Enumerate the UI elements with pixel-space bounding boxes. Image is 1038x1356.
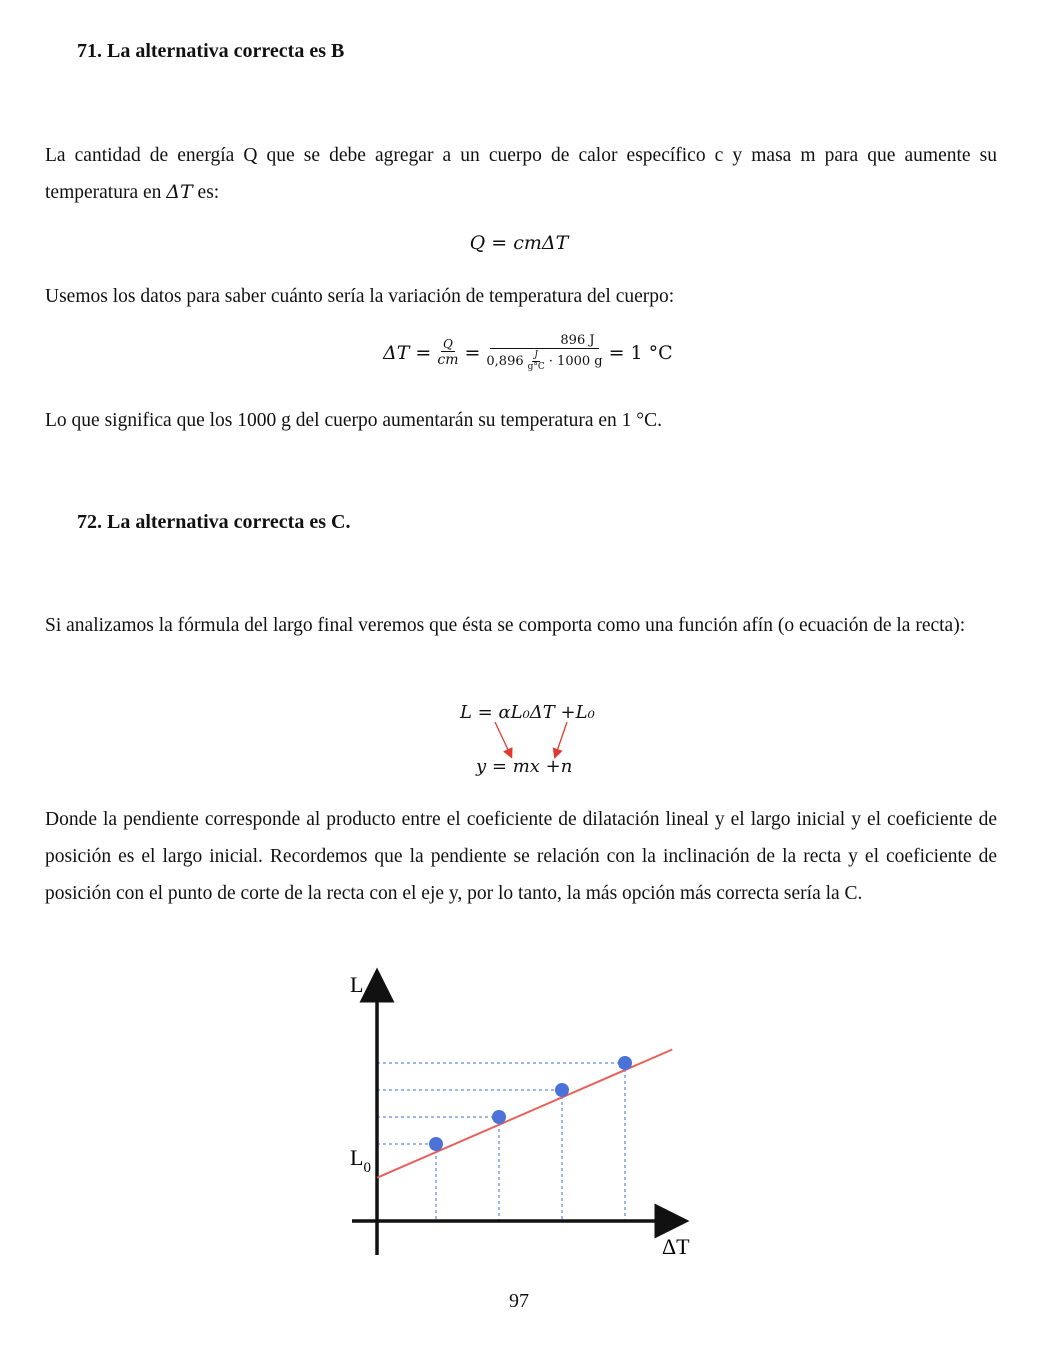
data-points — [429, 1056, 632, 1151]
data-point-2 — [492, 1110, 506, 1124]
q71-eq-lhs: ΔT = — [383, 342, 432, 365]
data-point-1 — [429, 1137, 443, 1151]
q72-heading: 72. La alternativa correcta es C. — [77, 511, 351, 533]
q71-fraction-energy — [484, 334, 604, 373]
y-axis-label: L — [350, 972, 364, 997]
q71-heading: 71. La alternativa correcta es B — [77, 40, 345, 62]
q71-fraction-2-coef: 0,896 — [486, 354, 524, 370]
q71-fraction-2-unit — [526, 351, 547, 373]
q71-eq-result: = 1 °C — [608, 342, 673, 365]
q71-eq-equals: = — [464, 342, 481, 365]
y-intercept-label-sub: 0 — [363, 1160, 371, 1176]
q71-unit-joule: J — [534, 350, 538, 361]
linear-expansion-graph — [330, 965, 700, 1265]
q72-paragraph-1: Si analizamos la fórmula del largo final veremos que ésta se comporta como una función afín (o ecuación de la recta): — [45, 615, 966, 636]
q71-equation-main: Q = cmΔT — [469, 232, 569, 254]
y-intercept-label-main: L — [350, 1145, 364, 1170]
q71-delta-t-symbol: ΔT — [166, 181, 193, 203]
arrow-slope — [495, 722, 510, 754]
q71-paragraph-2: Usemos los datos para saber cuánto sería la variación de temperatura del cuerpo: — [45, 286, 675, 307]
q71-equation-delta-t — [383, 334, 673, 373]
q71-fraction-1-numerator: Q — [443, 337, 453, 351]
q72-mapping-arrows — [490, 718, 580, 760]
q71-paragraph-1-text: La cantidad de energía Q que se debe agregar a un cuerpo de calor específico c y masa m para que aumente su temperatura en — [45, 145, 997, 203]
q71-fraction-1-denominator: cm — [437, 352, 459, 369]
q71-fraction-2-denominator — [484, 349, 604, 373]
q71-paragraph-1-end: es: — [192, 182, 220, 203]
x-axis-label: ΔT — [662, 1234, 690, 1259]
y-intercept-label — [350, 1145, 371, 1176]
q71-fraction-q-over-cm — [435, 338, 460, 369]
q72-equation-bottom: y = mx +n — [476, 756, 573, 777]
q72-equation-top: L = αL₀ΔT +L₀ — [460, 702, 595, 723]
q71-fraction-2-mass: · 1000 g — [548, 354, 603, 370]
q71-unit-gram-celsius: g°C — [527, 362, 545, 373]
q72-paragraph-2: Donde la pendiente corresponde al producto entre el coeficiente de dilatación lineal y el largo inicial y el coeficiente de posición es el largo inicial. Recordemos que la pendiente se relación con la inclinación de la recta y el coeficiente de posición con el punto de corte de la recta con el eje y, por lo tanto, la más opción más correcta sería la C. — [45, 809, 997, 904]
q71-fraction-2-numerator: 896 J — [490, 334, 598, 349]
arrow-intercept — [556, 722, 567, 754]
page-number: 97 — [509, 1290, 529, 1312]
data-point-3 — [555, 1083, 569, 1097]
q71-paragraph-1 — [45, 137, 997, 211]
q71-paragraph-3: Lo que significa que los 1000 g del cuerpo aumentarán su temperatura en 1 °C. — [45, 410, 662, 431]
data-point-4 — [618, 1056, 632, 1070]
